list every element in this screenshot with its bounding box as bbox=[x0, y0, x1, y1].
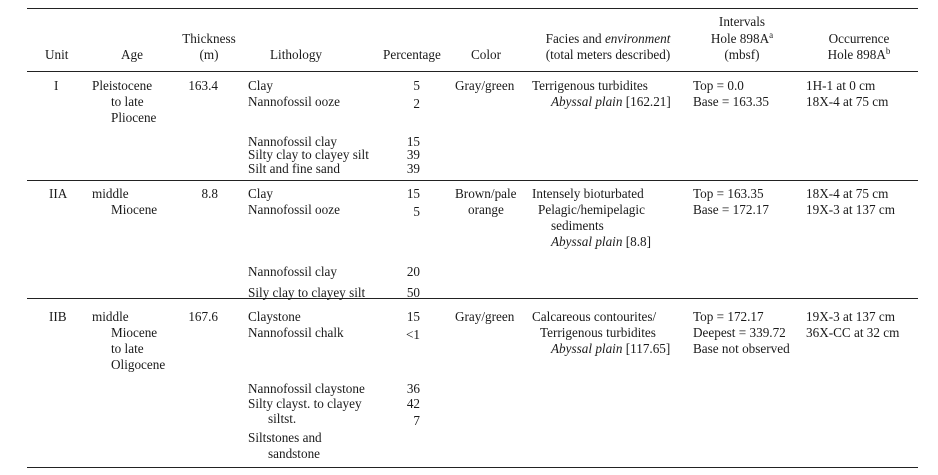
interval-cell: Deepest = 339.72 bbox=[693, 325, 786, 340]
unit-cell: I bbox=[54, 78, 59, 93]
interval-cell: Top = 172.17 bbox=[693, 309, 764, 324]
percentage-cell: 7 bbox=[413, 413, 420, 428]
age-cell: Pliocene bbox=[111, 110, 157, 125]
lithology-cell: siltst. bbox=[268, 411, 297, 426]
unit-cell: IIB bbox=[49, 309, 67, 324]
lithology-cell: Nannofossil ooze bbox=[248, 94, 340, 109]
lithology-cell: Nannofossil clay bbox=[248, 134, 337, 149]
bottom-rule bbox=[27, 467, 918, 468]
facies-cell: Calcareous contourites/ bbox=[532, 309, 657, 324]
facies-cell: Terrigenous turbidites bbox=[532, 78, 648, 93]
environment-cell: Abyssal plain [8.8] bbox=[551, 234, 652, 249]
percentage-cell: 36 bbox=[406, 381, 420, 396]
interval-cell: Base = 163.35 bbox=[693, 94, 769, 109]
environment-cell: Abyssal plain [162.21] bbox=[551, 94, 671, 109]
top-rule bbox=[27, 8, 918, 9]
occurrence-cell: 19X-3 at 137 cm bbox=[806, 309, 895, 324]
lithology-cell: Siltstones and bbox=[248, 430, 322, 445]
lithology-cell: Nannofossil chalk bbox=[248, 325, 344, 340]
unit-cell: IIA bbox=[49, 186, 68, 201]
lithology-cell: Sily clay to clayey silt bbox=[248, 285, 366, 300]
percentage-cell: 50 bbox=[406, 285, 420, 300]
header-intervals-1: Intervals bbox=[718, 14, 766, 29]
facies-cell: sediments bbox=[551, 218, 604, 233]
lithology-cell: Nannofossil clay bbox=[248, 264, 337, 279]
percentage-cell: 39 bbox=[406, 147, 420, 162]
thickness-cell: 8.8 bbox=[201, 186, 218, 201]
row-rule-1 bbox=[27, 180, 918, 181]
color-cell: Brown/pale bbox=[455, 186, 517, 201]
lithology-cell: Silty clayst. to clayey bbox=[248, 396, 362, 411]
percentage-cell: 5 bbox=[413, 78, 420, 93]
age-cell: middle bbox=[92, 309, 129, 324]
header-intervals-2: Hole $898A^a$ bbox=[710, 30, 774, 46]
lithology-cell: Claystone bbox=[248, 309, 301, 324]
lithology-cell: Silt and fine sand bbox=[248, 161, 340, 176]
occurrence-cell: 18X-4 at 75 cm bbox=[806, 94, 889, 109]
header-age: Age bbox=[121, 47, 143, 62]
age-cell: to late bbox=[111, 94, 144, 109]
header-thickness-2: (m) bbox=[199, 47, 219, 62]
facies-cell: Terrigenous turbidites bbox=[540, 325, 656, 340]
age-cell: to late bbox=[111, 341, 144, 356]
header-rule bbox=[27, 71, 918, 72]
occurrence-cell: 18X-4 at 75 cm bbox=[806, 186, 889, 201]
percentage-cell: <1 bbox=[405, 327, 420, 342]
lithology-cell: Nannofossil ooze bbox=[248, 202, 340, 217]
header-unit: Unit bbox=[45, 47, 69, 62]
lithology-cell: Clay bbox=[248, 78, 273, 93]
thickness-cell: 167.6 bbox=[188, 309, 218, 324]
header-thickness-1: Thickness bbox=[182, 31, 236, 46]
percentage-cell: 20 bbox=[406, 264, 420, 279]
percentage-cell: 2 bbox=[413, 96, 420, 111]
interval-cell: Base not observed bbox=[693, 341, 790, 356]
row-rule-2 bbox=[27, 298, 918, 299]
thickness-cell: 163.4 bbox=[188, 78, 218, 93]
facies-cell: Intensely bioturbated bbox=[532, 186, 644, 201]
color-cell: Gray/green bbox=[455, 78, 515, 93]
header-lithology: Lithology bbox=[270, 47, 323, 62]
header-facies-2: (total meters described) bbox=[545, 47, 671, 62]
color-cell: orange bbox=[468, 202, 504, 217]
header-facies-1: Facies and environment bbox=[545, 31, 671, 46]
facies-cell: Pelagic/hemipelagic bbox=[538, 202, 645, 217]
header-percentage: Percentage bbox=[383, 47, 441, 62]
age-cell: middle bbox=[92, 186, 129, 201]
lithology-cell: sandstone bbox=[268, 446, 321, 461]
percentage-cell: 15 bbox=[406, 134, 420, 149]
footnote-a: a bbox=[769, 30, 774, 40]
header-intervals-3: (mbsf) bbox=[724, 47, 760, 62]
header-occurrence-2: Hole $898A^b$ bbox=[827, 46, 891, 62]
interval-cell: Top = 163.35 bbox=[693, 186, 764, 201]
interval-cell: Base = 172.17 bbox=[693, 202, 769, 217]
color-cell: Gray/green bbox=[455, 309, 515, 324]
lithology-cell: Silty clay to clayey silt bbox=[248, 147, 369, 162]
age-cell: Miocene bbox=[111, 202, 158, 217]
lithology-cell: Clay bbox=[248, 186, 273, 201]
age-cell: Miocene bbox=[111, 325, 158, 340]
footnote-b: b bbox=[885, 46, 891, 56]
percentage-cell: 42 bbox=[406, 396, 420, 411]
percentage-cell: 5 bbox=[413, 204, 420, 219]
header-color: Color bbox=[471, 47, 502, 62]
occurrence-cell: 1H-1 at 0 cm bbox=[806, 78, 876, 93]
interval-cell: Top = 0.0 bbox=[693, 78, 744, 93]
age-cell: Oligocene bbox=[111, 357, 166, 372]
occurrence-cell: 36X-CC at 32 cm bbox=[806, 325, 900, 340]
header-occurrence-1: Occurrence bbox=[828, 31, 890, 46]
occurrence-cell: 19X-3 at 137 cm bbox=[806, 202, 895, 217]
age-cell: Pleistocene bbox=[92, 78, 153, 93]
environment-cell: Abyssal plain [117.65] bbox=[551, 341, 671, 356]
lithology-cell: Nannofossil claystone bbox=[248, 381, 365, 396]
percentage-cell: 39 bbox=[406, 161, 420, 176]
percentage-cell: 15 bbox=[406, 186, 420, 201]
percentage-cell: 15 bbox=[406, 309, 420, 324]
